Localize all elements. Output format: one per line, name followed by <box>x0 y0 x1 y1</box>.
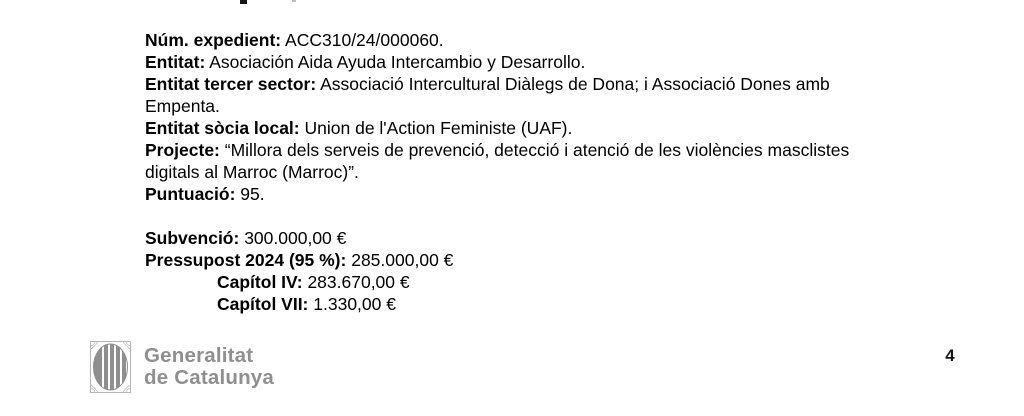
line-value: Asociación Aida Ayuda Intercambio y Desarrollo. <box>209 52 586 72</box>
document-line <box>145 161 849 183</box>
clipped-text-fragment <box>292 0 296 2</box>
page-number: 4 <box>945 346 955 365</box>
line-label: Capítol IV: <box>217 272 303 292</box>
document-text-block <box>145 29 849 315</box>
clipped-text-fragment <box>240 0 247 4</box>
document-line <box>145 249 849 271</box>
line-label: Entitat sòcia local: <box>145 118 300 138</box>
line-label: Núm. expedient: <box>145 30 282 50</box>
line-value: “Millora dels serveis de prevenció, detecció i atenció de les violències masclistes <box>224 140 850 160</box>
document-line <box>145 29 849 51</box>
document-line <box>145 271 849 293</box>
line-value: ACC310/24/000060. <box>285 30 444 50</box>
line-label: Entitat tercer sector: <box>145 74 317 94</box>
generalitat-wordmark <box>144 341 274 389</box>
line-label: Entitat: <box>145 52 206 72</box>
line-label: Projecte: <box>145 140 220 160</box>
document-line <box>145 183 849 205</box>
line-label: Puntuació: <box>145 184 236 204</box>
generalitat-wordmark-line1: Generalitat <box>144 344 254 367</box>
document-line <box>145 95 849 117</box>
document-line <box>145 51 849 73</box>
line-value: 1.330,00 € <box>313 294 396 314</box>
document-line <box>145 293 849 315</box>
line-value: 300.000,00 € <box>244 228 347 248</box>
line-value: Union de l'Action Feministe (UAF). <box>304 118 573 138</box>
document-line <box>145 227 849 249</box>
generalitat-emblem-icon <box>90 341 131 393</box>
line-value: 283.670,00 € <box>307 272 410 292</box>
generalitat-wordmark-line2: de Catalunya <box>144 366 274 389</box>
document-line <box>145 139 849 161</box>
line-value: digitals al Marroc (Marroc)”. <box>145 162 359 182</box>
line-label: Pressupost 2024 (95 %): <box>145 250 347 270</box>
document-line <box>145 117 849 139</box>
line-label: Capítol VII: <box>217 294 309 314</box>
line-value: 285.000,00 € <box>351 250 454 270</box>
document-line <box>145 73 849 95</box>
line-label: Subvenció: <box>145 228 240 248</box>
generalitat-logo <box>90 341 274 393</box>
line-value: Empenta. <box>145 96 220 116</box>
line-value: 95. <box>240 184 265 204</box>
line-value: Associació Intercultural Diàlegs de Dona; i Associació Dones amb <box>320 74 830 94</box>
